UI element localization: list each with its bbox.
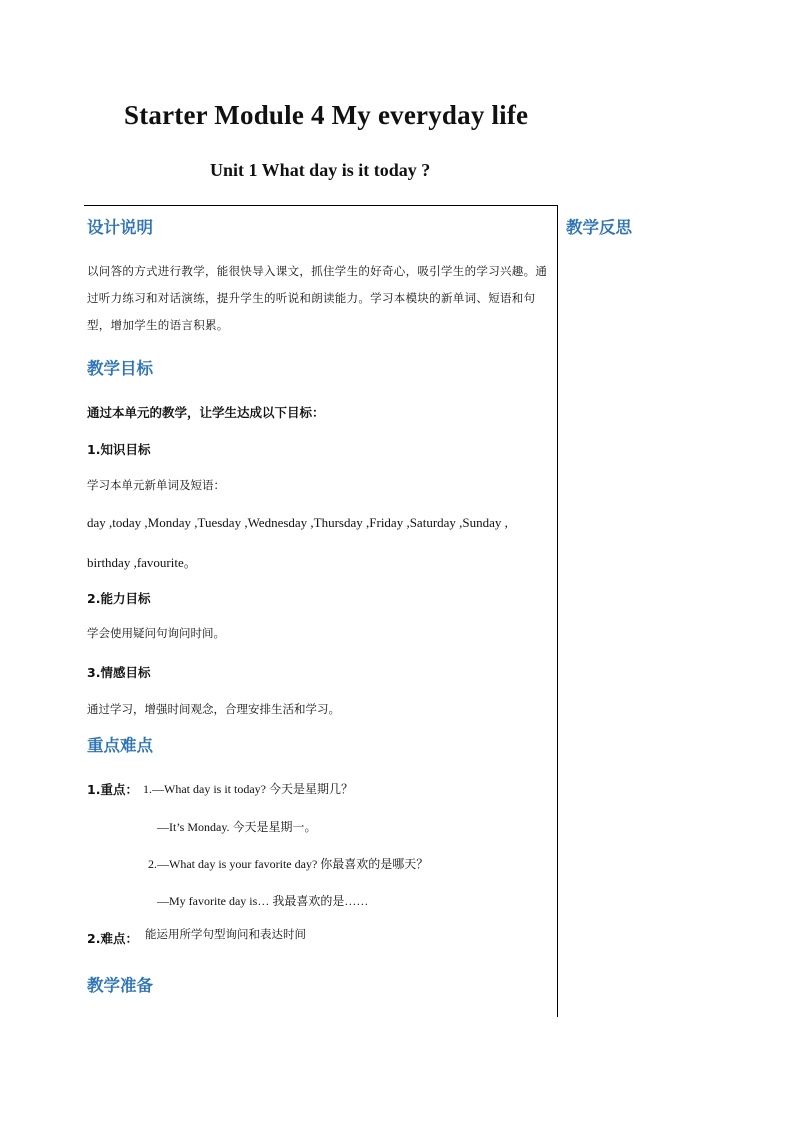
goals-heading: 教学目标 bbox=[87, 359, 153, 378]
emotion-goal-text: 通过学习，增强时间观念，合理安排生活和学习。 bbox=[87, 702, 340, 716]
difficulty-text: 能运用所学句型询问和表达时间 bbox=[145, 927, 306, 941]
preparation-heading: 教学准备 bbox=[87, 976, 153, 995]
focus-question-2: 2.—What day is your favorite day? 你最喜欢的是哪天？ bbox=[148, 857, 429, 871]
table-top-border bbox=[84, 205, 558, 206]
ability-goal-label: 2.能力目标 bbox=[87, 591, 151, 606]
knowledge-goal-text: 学习本单元新单词及短语： bbox=[87, 478, 225, 492]
focus-label: 1.重点： bbox=[87, 782, 138, 797]
focus-question-1: 1.—What day is it today? 今天是星期几？ bbox=[143, 782, 353, 796]
unit-subtitle: Unit 1 What day is it today ? bbox=[210, 160, 431, 180]
focus-answer-2: —My favorite day is… 我最喜欢的是…… bbox=[157, 894, 369, 908]
knowledge-goal-label: 1.知识目标 bbox=[87, 442, 151, 457]
difficulty-label: 2.难点： bbox=[87, 931, 138, 946]
design-heading: 设计说明 bbox=[87, 218, 153, 237]
vocabulary-line-2: birthday ,favourite。 bbox=[87, 555, 197, 570]
vocabulary-line-1: day ,today ,Monday ,Tuesday ,Wednesday ,Thursday ,Friday ,Saturday ,Sunday , bbox=[87, 515, 508, 530]
design-paragraph: 以问答的方式进行教学，能很快导入课文，抓住学生的好奇心，吸引学生的学习兴趣。通过听力练习和对话演练，提升学生的听说和朗读能力。学习本模块的新单词、短语和句型，增加学生的语言积累。 bbox=[87, 264, 548, 332]
column-divider bbox=[557, 205, 558, 1017]
key-points-heading: 重点难点 bbox=[87, 736, 153, 755]
ability-goal-text: 学会使用疑问句询问时间。 bbox=[87, 626, 225, 640]
reflection-heading: 教学反思 bbox=[566, 218, 632, 237]
focus-answer-1: —It’s Monday. 今天是星期一。 bbox=[157, 820, 317, 834]
document-title: Starter Module 4 My everyday life bbox=[124, 100, 529, 130]
goals-intro: 通过本单元的教学，让学生达成以下目标： bbox=[87, 405, 325, 420]
emotion-goal-label: 3.情感目标 bbox=[87, 665, 151, 680]
